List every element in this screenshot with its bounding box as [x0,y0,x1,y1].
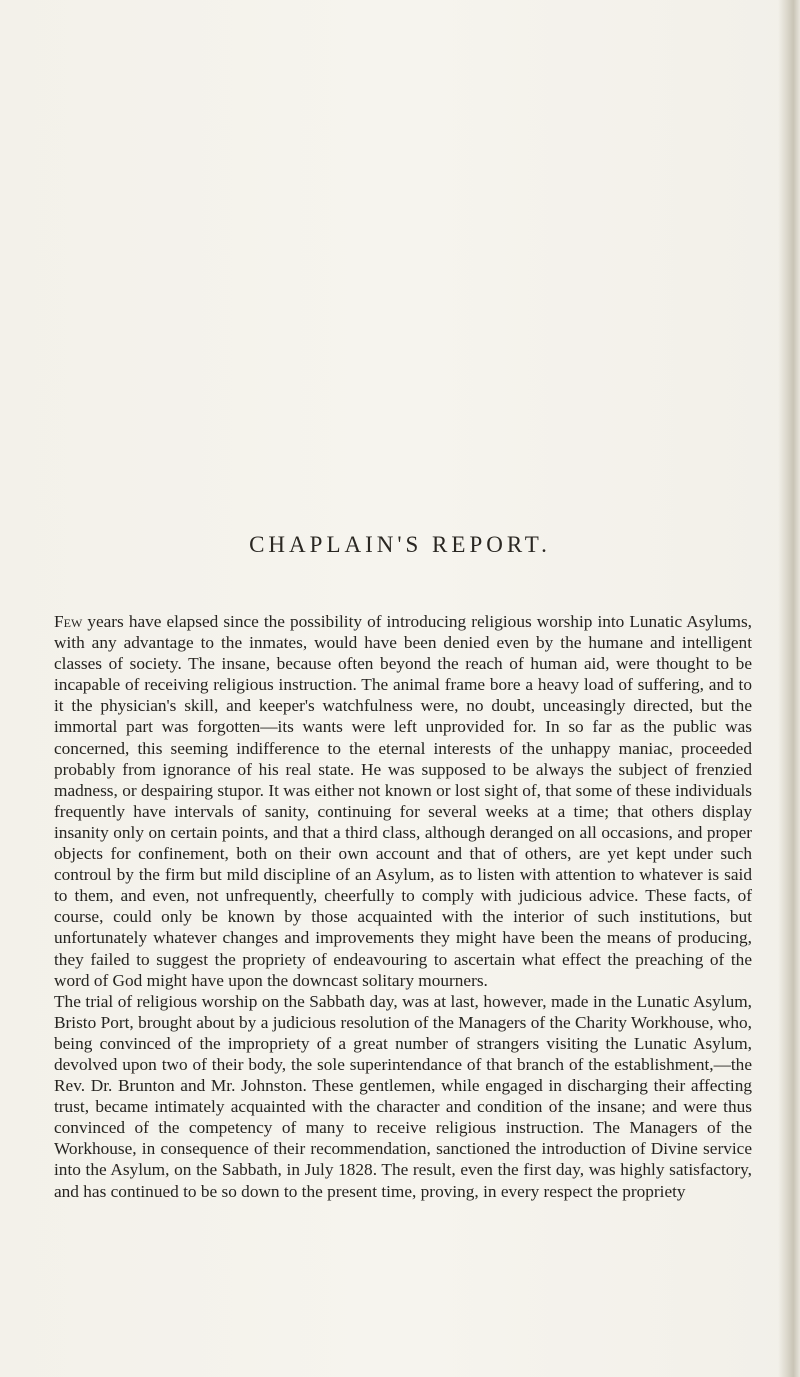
paragraph-1-lead: Few [54,612,83,631]
report-body [54,611,752,1202]
paragraph-1-text: years have elapsed since the possibility of introducing religious worship into Lunatic Asylums, with any advantage to the inmates, would have been denied even by the humane and intelligent classes of society. The insane, because often beyond the reach of human aid, were thought to be incapable of receiving religious instruction. The animal frame bore a heavy load of suffering, and to it the physician's skill, and keeper's watchfulness were, no doubt, unceasingly directed, but the immortal part was forgotten—its wants were left unprovided for. In so far as the public was concerned, this seeming indifference to the eternal interests of the unhappy maniac, proceeded probably from ignorance of his real state. He was supposed to be always the subject of frenzied madness, or despairing stupor. It was either not known or lost sight of, that some of these individuals frequently have intervals of sanity, continuing for several weeks at a time; that others display insanity only on certain points, and that a third class, although deranged on all occasions, and proper objects for confinement, both on their own account and that of others, are yet kept under such controul by the firm but mild discipline of an Asylum, as to listen with attention to whatever is said to them, and even, not unfrequently, cheerfully to comply with judicious advice. These facts, of course, could only be known by those acquainted with the interior of such institutions, but unfortunately whatever changes and improvements they might have been the means of producing, they failed to suggest the propriety of endeavouring to ascertain what effect the preaching of the word of God might have upon the downcast solitary mourners. [54,612,752,990]
paragraph-1 [54,611,752,991]
paragraph-2 [54,991,752,1202]
page-edge-shadow [778,0,800,1377]
paragraph-2-text: The trial of religious worship on the Sabbath day, was at last, however, made in the Lunatic Asylum, Bristo Port, brought about by a judicious resolution of the Managers of the Charity Workhouse, who, being convinced of the impropriety of a great number of strangers visiting the Lunatic Asylum, devolved upon two of their body, the sole superintendance of that branch of the establishment,—the Rev. Dr. Brunton and Mr. Johnston. These gentlemen, while engaged in discharging their affecting trust, became intimately acquainted with the character and condition of the insane; and were thus convinced of the competency of many to receive religious instruction. The Managers of the Workhouse, in consequence of their recommendation, sanctioned the introduction of Divine service into the Asylum, on the Sabbath, in July 1828. The result, even the first day, was highly satisfactory, and has continued to be so down to the present time, proving, in every respect the propriety [54,991,752,1201]
page-title: CHAPLAIN'S REPORT. [249,532,551,557]
